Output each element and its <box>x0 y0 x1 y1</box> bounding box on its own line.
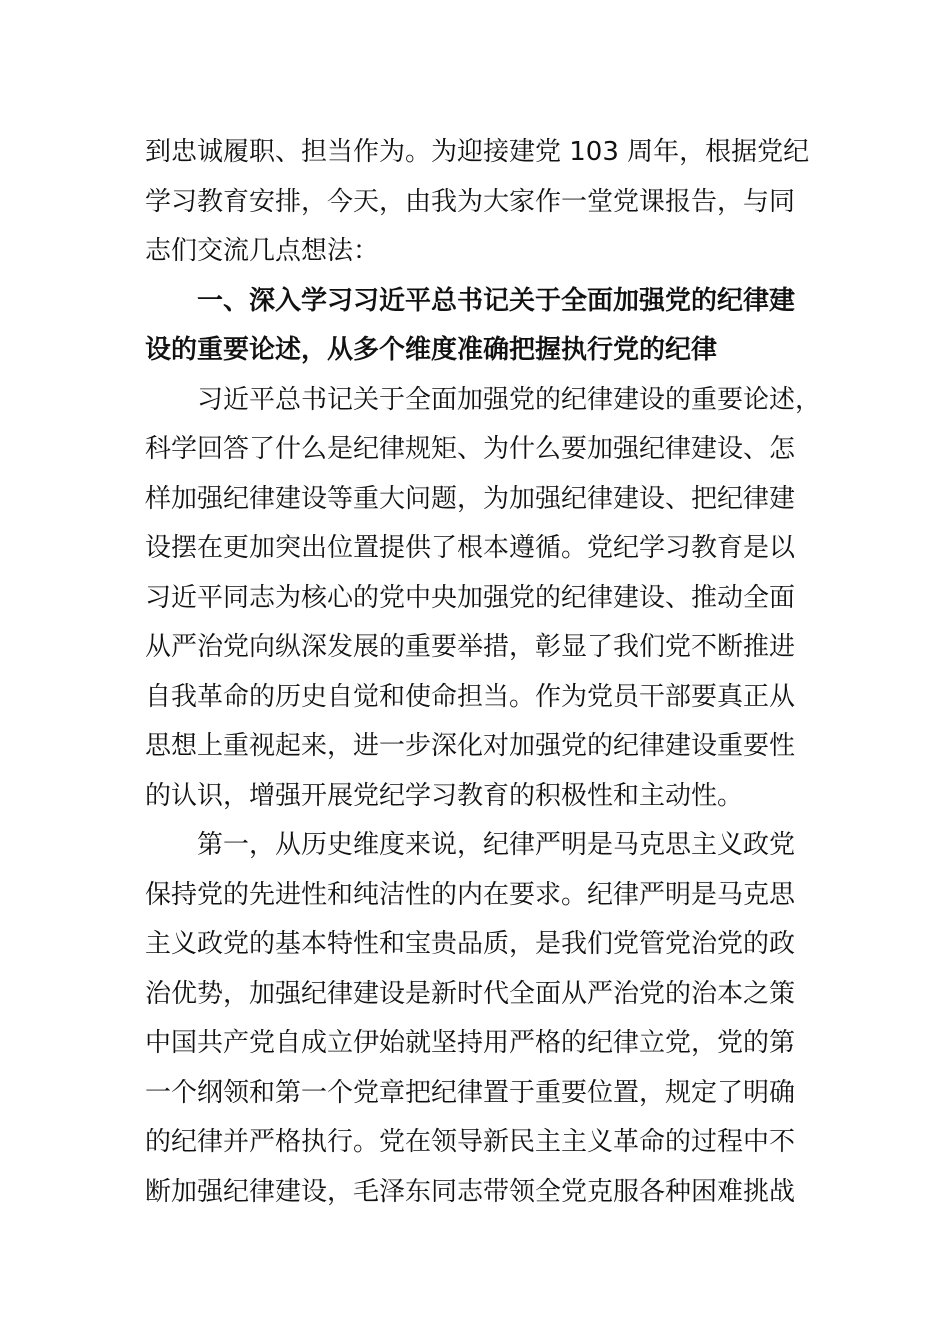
section-heading-line: 设的重要论述，从多个维度准确把握执行党的纪律 <box>145 335 718 365</box>
text-line: 第一，从历史维度来说，纪律严明是马克思主义政党 <box>197 830 796 860</box>
body-text <box>145 128 822 1217</box>
text-line: 治优势，加强纪律建设是新时代全面从严治党的治本之策 <box>145 978 796 1009</box>
text-line: 的纪律并严格执行。党在领导新民主主义革命的过程中不 <box>145 1127 796 1157</box>
text-line: 中国共产党自成立伊始就坚持用严格的纪律立党，党的第 <box>145 1028 796 1058</box>
text-line: 样加强纪律建设等重大问题，为加强纪律建设、把纪律建 <box>145 483 796 514</box>
text-line: 设摆在更加突出位置提供了根本遵循。党纪学习教育是以 <box>145 533 796 563</box>
text-line: 习近平同志为核心的党中央加强党的纪律建设、推动全面 <box>145 582 796 613</box>
text-line: 科学回答了什么是纪律规矩、为什么要加强纪律建设、怎 <box>145 434 796 464</box>
text-line: 志们交流几点想法： <box>145 236 380 266</box>
text-line: 自我革命的历史自觉和使命担当。作为党员干部要真正从 <box>145 681 796 712</box>
text-line: 的认识，增强开展党纪学习教育的积极性和主动性。 <box>145 780 744 811</box>
text-line: 断加强纪律建设，毛泽东同志带领全党克服各种困难挑战 <box>145 1176 796 1207</box>
text-line: 一个纲领和第一个党章把纪律置于重要位置，规定了明确 <box>145 1077 796 1108</box>
text-line: 思想上重视起来，进一步深化对加强党的纪律建设重要性 <box>145 731 796 761</box>
text-line: 到忠诚履职、担当作为。为迎接建党 103 周年，根据党纪 <box>145 137 810 167</box>
text-line: 保持党的先进性和纯洁性的内在要求。纪律严明是马克思 <box>145 879 796 910</box>
text-line: 从严治党向纵深发展的重要举措，彰显了我们党不断推进 <box>145 632 796 662</box>
text-line: 习近平总书记关于全面加强党的纪律建设的重要论述， <box>197 384 822 415</box>
text-line: 主义政党的基本特性和宝贵品质，是我们党管党治党的政 <box>145 929 796 959</box>
text-line: 学习教育安排，今天，由我为大家作一堂党课报告，与同 <box>145 186 796 217</box>
section-heading-line: 一、深入学习习近平总书记关于全面加强党的纪律建 <box>197 285 796 316</box>
